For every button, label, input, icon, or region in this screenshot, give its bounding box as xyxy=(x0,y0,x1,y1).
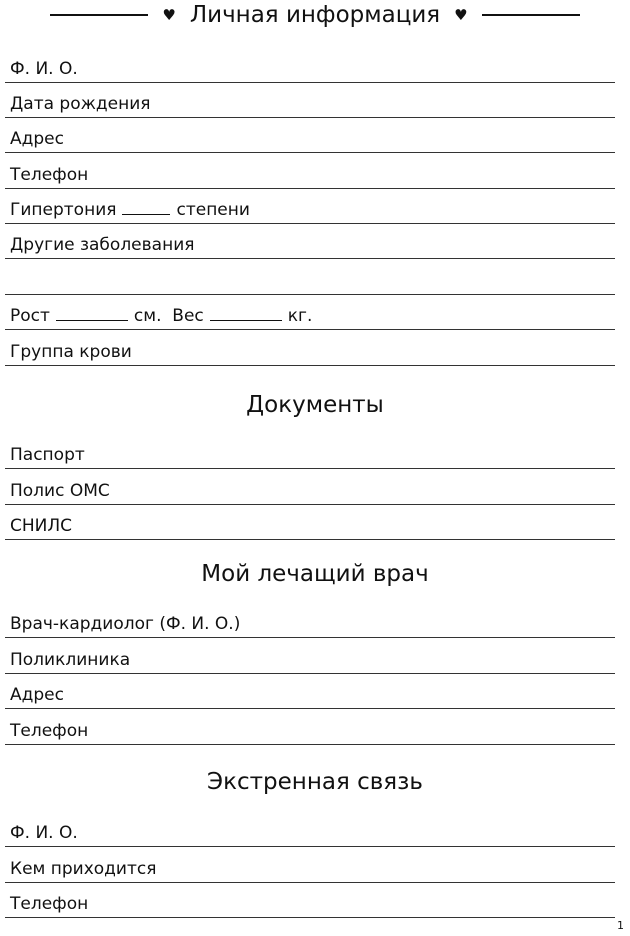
field-label: Паспорт xyxy=(10,445,85,465)
weight-unit: кг. xyxy=(287,306,313,326)
field-label: Телефон xyxy=(10,721,89,741)
field-passport[interactable] xyxy=(5,438,615,469)
field-emergency-relation[interactable] xyxy=(5,852,615,883)
field-label xyxy=(10,306,312,326)
heart-icon: ♥ xyxy=(162,5,176,24)
field-label: Кем приходится xyxy=(10,859,157,879)
field-clinic[interactable] xyxy=(5,643,615,674)
field-emergency-phone[interactable] xyxy=(5,887,615,918)
field-address[interactable] xyxy=(5,122,615,153)
height-blank[interactable] xyxy=(56,306,128,321)
field-label: Врач-кардиолог (Ф. И. О.) xyxy=(10,614,241,634)
field-height-weight[interactable] xyxy=(5,299,615,330)
field-doctor-address[interactable] xyxy=(5,678,615,709)
field-snils[interactable] xyxy=(5,509,615,540)
field-label: СНИЛС xyxy=(10,516,73,536)
field-label: Группа крови xyxy=(10,342,132,362)
hypertension-label: Гипертония xyxy=(10,200,117,220)
field-label: Ф. И. О. xyxy=(10,59,78,79)
field-doctor-phone[interactable] xyxy=(5,714,615,745)
section-title-doctor: Мой лечащий врач xyxy=(201,561,429,587)
page-number: 1 xyxy=(617,919,624,932)
field-oms-policy[interactable] xyxy=(5,474,615,505)
field-label xyxy=(10,200,250,220)
field-label: Телефон xyxy=(10,165,89,185)
decorative-rule-left xyxy=(50,14,148,16)
field-birth-date[interactable] xyxy=(5,87,615,118)
field-fio[interactable] xyxy=(5,52,615,83)
field-blood-type[interactable] xyxy=(5,335,615,366)
field-label: Адрес xyxy=(10,685,64,705)
field-other-diseases-continued[interactable] xyxy=(5,264,615,295)
field-emergency-fio[interactable] xyxy=(5,816,615,847)
field-other-diseases[interactable] xyxy=(5,228,615,259)
section-header-personal xyxy=(0,2,630,28)
field-label: Ф. И. О. xyxy=(10,823,78,843)
field-label: Другие заболевания xyxy=(10,235,195,255)
heart-icon: ♥ xyxy=(454,5,468,24)
section-title-documents: Документы xyxy=(246,392,384,418)
height-unit: см. xyxy=(133,306,162,326)
field-hypertension[interactable] xyxy=(5,193,615,224)
field-label: Полис ОМС xyxy=(10,481,110,501)
height-label: Рост xyxy=(10,306,50,326)
hypertension-degree-label: степени xyxy=(176,200,250,220)
field-cardiologist[interactable] xyxy=(5,607,615,638)
hypertension-degree-blank[interactable] xyxy=(122,200,170,215)
section-title-emergency: Экстренная связь xyxy=(207,769,423,795)
field-phone[interactable] xyxy=(5,158,615,189)
decorative-rule-right xyxy=(482,14,580,16)
weight-label: Вес xyxy=(172,306,204,326)
section-title-personal: Личная информация xyxy=(189,2,441,28)
field-label: Адрес xyxy=(10,129,64,149)
field-label: Телефон xyxy=(10,894,89,914)
field-label: Дата рождения xyxy=(10,94,151,114)
weight-blank[interactable] xyxy=(210,306,282,321)
field-label: Поликлиника xyxy=(10,650,131,670)
